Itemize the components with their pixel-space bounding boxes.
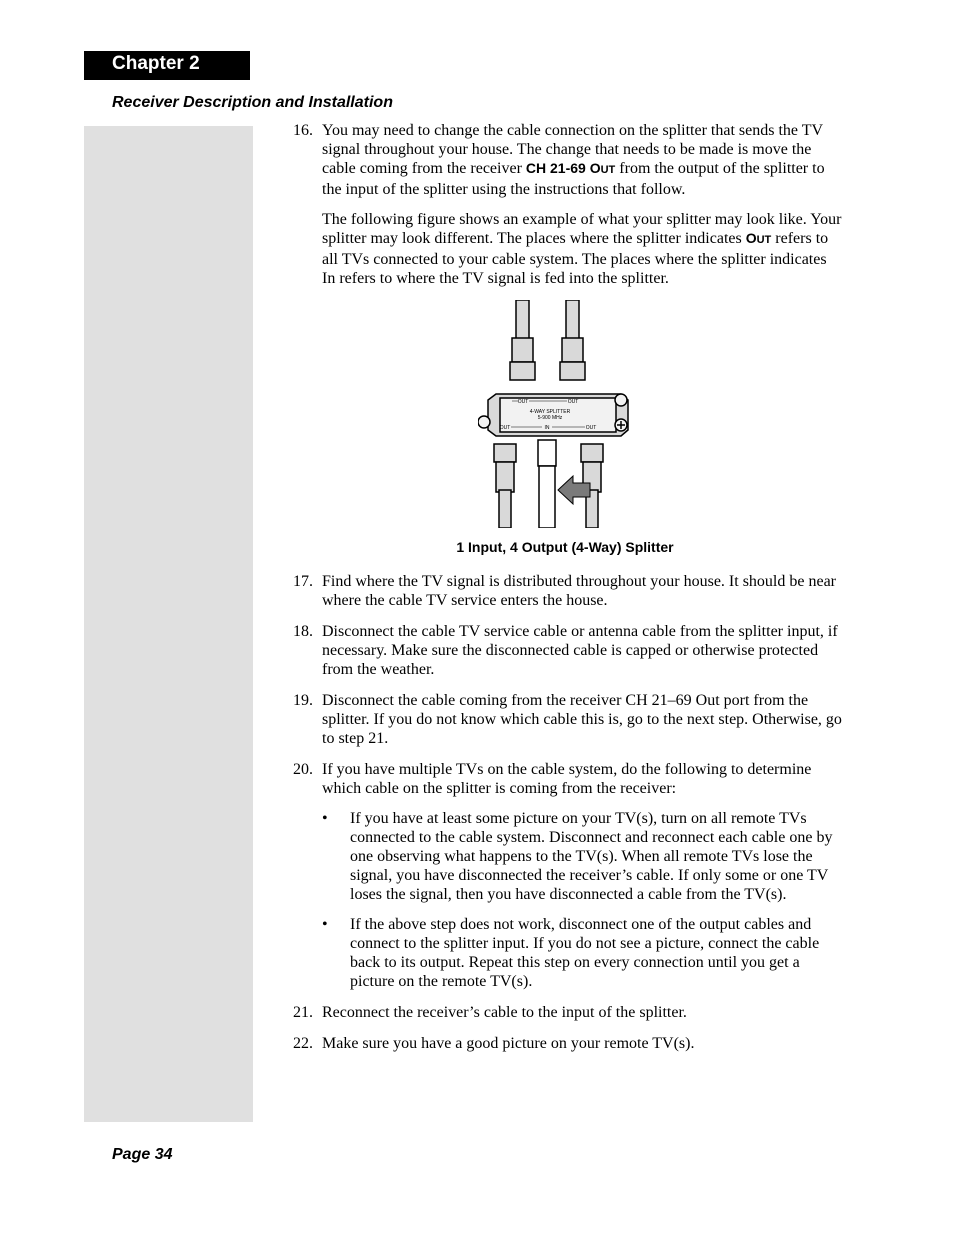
step-text: Reconnect the receiver’s cable to the input of the splitter. <box>322 1004 687 1021</box>
step-number: 21. <box>293 1004 313 1021</box>
bullet-text: If the above step does not work, disconnect one of the output cables and connect to the splitter input. If you do not see a picture, connect the cable back to its output. Repeat this step on every connection until you get a picture on the remote TV(s). <box>350 916 820 990</box>
bullet-text: If you have at least some picture on your TV(s), turn on all remote TVs connected to the cable system. Disconnect and reconnect each cable one by one observing what happens to the TV(s). When all remote TVs lose the signal, you have disconnected the receiver’s cable. If only some or one TV loses the signal, then you have disconnected a cable from the TV(s). <box>350 810 833 903</box>
step-number: 19. <box>293 692 313 709</box>
step-text: If you have multiple TVs on the cable system, do the following to determine which cable on the splitter is coming from the receiver: <box>322 761 812 797</box>
page-number: Page 34 <box>112 1146 173 1163</box>
label-in: IN <box>544 425 550 431</box>
step-number: 18. <box>293 623 313 640</box>
step-number: 16. <box>293 122 313 139</box>
step-18 <box>293 622 843 679</box>
step-19 <box>293 691 843 748</box>
out-label <box>746 230 772 246</box>
out-label-smallcaps: UT <box>756 234 772 246</box>
label-frequency: 5-900 MHz <box>537 415 563 421</box>
step-number: 17. <box>293 573 313 590</box>
label-out-top-left: OUT <box>517 399 529 405</box>
step-text: Disconnect the cable coming from the receiver CH 21–69 Out port from the splitter. If you do not know which cable this is, go to the next step. Otherwise, go to step 21. <box>322 692 842 747</box>
port-name-smallcaps: UT <box>600 164 616 176</box>
label-out-bottom-left: OUT <box>499 425 511 431</box>
splitter-figure <box>293 300 843 530</box>
bullet-symbol: • <box>322 810 328 827</box>
label-out-bottom-right: OUT <box>585 425 597 431</box>
port-name-main: CH 21-69 O <box>525 160 601 176</box>
instructions-body <box>293 121 843 1065</box>
left-margin-panel <box>84 126 253 1122</box>
splitter-illustration <box>478 300 638 528</box>
step-16 <box>293 121 843 288</box>
step-22 <box>293 1034 843 1053</box>
section-title: Receiver Description and Installation <box>112 94 393 111</box>
bullet-item <box>322 915 843 991</box>
step-text: You may need to change the cable connection on the splitter that sends the TV signal throughout your house. The change that needs to be made is move the cable coming from the receiver <box>322 122 823 177</box>
step-20 <box>293 760 843 991</box>
port-name <box>526 160 615 176</box>
figure-caption: 1 Input, 4 Output (4-Way) Splitter <box>456 539 674 555</box>
step-text: Disconnect the cable TV service cable or antenna cable from the splitter input, if necessary. Make sure the disconnected cable is capped or otherwise protected from the weather. <box>322 623 838 678</box>
chapter-tab: Chapter 2 <box>84 51 250 80</box>
step-21 <box>293 1003 843 1022</box>
bullet-symbol: • <box>322 916 328 933</box>
step-16-paragraph-2 <box>322 210 843 288</box>
step-text: Make sure you have a good picture on your remote TV(s). <box>322 1035 695 1052</box>
step-text: refers to all TVs connected to your cable system. The places where the splitter indicates In refers to where the TV signal is fed into the splitter. <box>322 230 829 287</box>
step-number: 20. <box>293 761 313 778</box>
step-number: 22. <box>293 1035 313 1052</box>
step-16-paragraph-1 <box>322 121 843 199</box>
step-text: Find where the TV signal is distributed throughout your house. It should be near where the cable TV service enters the house. <box>322 573 837 609</box>
step-text: The following figure shows an example of what your splitter may look like. Your splitter may look different. The places where the splitter indicates <box>322 211 842 247</box>
step-text: from the output of the splitter to the input of the splitter using the instructions that follow. <box>322 160 825 198</box>
label-out-top-right: OUT <box>567 399 579 405</box>
step-17 <box>293 572 843 610</box>
label-model: 4-WAY SPLITTER <box>529 409 571 415</box>
out-label-main: O <box>745 230 757 246</box>
bullet-item <box>322 809 843 904</box>
